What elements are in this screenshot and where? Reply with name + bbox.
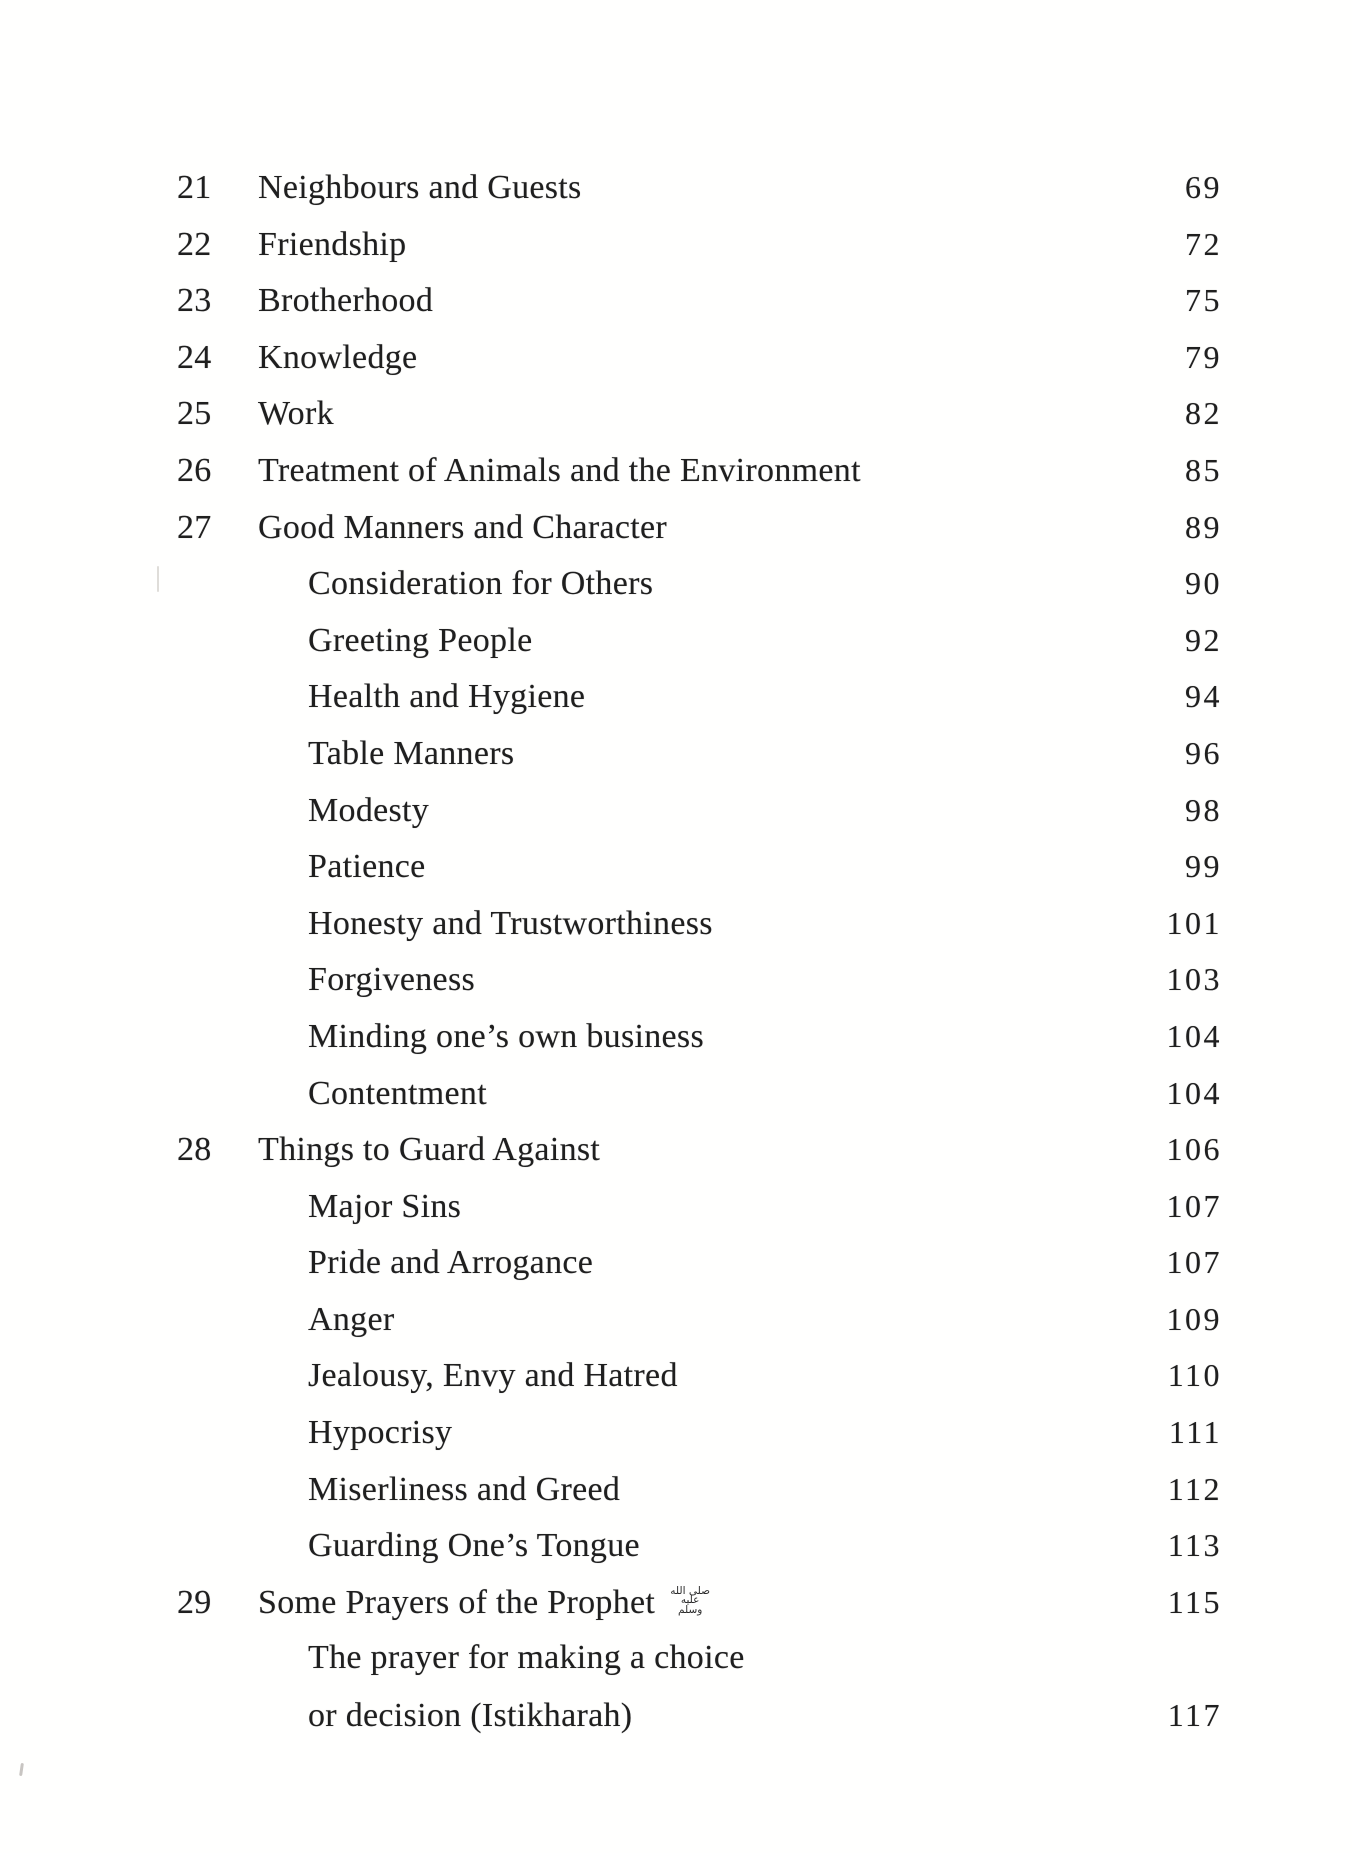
- entry-title: Major Sins: [308, 1187, 462, 1225]
- toc-row: [177, 1404, 1222, 1461]
- scan-artifact-line: [157, 566, 159, 592]
- entry-title: Work: [258, 395, 334, 433]
- toc-row: [177, 1008, 1222, 1065]
- entry-title: Patience: [308, 848, 426, 886]
- chapter-number: 24: [177, 338, 212, 376]
- page-number: 110: [1167, 1357, 1222, 1394]
- toc-row: [177, 1234, 1222, 1291]
- page-number: 82: [1185, 395, 1222, 432]
- page-number: 112: [1167, 1470, 1222, 1507]
- toc-row: [177, 951, 1222, 1008]
- chapter-number: 27: [177, 508, 212, 546]
- page-number: 99: [1185, 848, 1222, 885]
- chapter-number: 25: [177, 395, 212, 433]
- page-number: 94: [1185, 678, 1222, 715]
- toc-row: [177, 1461, 1222, 1518]
- toc-row: [177, 1178, 1222, 1235]
- page-number: 103: [1166, 961, 1222, 998]
- toc-row: [177, 1574, 1222, 1631]
- page-number: 117: [1167, 1697, 1222, 1734]
- entry-title: Neighbours and Guests: [258, 169, 582, 206]
- page-number: 101: [1166, 904, 1222, 941]
- chapter-number: 26: [177, 451, 212, 489]
- toc-list: [177, 159, 1222, 1744]
- page-number: 96: [1185, 734, 1222, 771]
- page-number: 85: [1185, 451, 1222, 488]
- entry-title: Friendship: [258, 225, 407, 263]
- page-number: 92: [1185, 621, 1222, 658]
- page-number: 90: [1185, 565, 1222, 602]
- chapter-number: 23: [177, 282, 212, 320]
- page-number: 115: [1167, 1583, 1222, 1620]
- entry-title: Some Prayers of the Prophet صلى الله عليه وسلم: [258, 1583, 710, 1621]
- entry-title: Miserliness and Greed: [308, 1470, 621, 1508]
- entry-title: Knowledge: [258, 338, 418, 376]
- page-number: 72: [1185, 225, 1222, 262]
- entry-title: The prayer for making a choice: [308, 1639, 745, 1677]
- toc-row: [177, 782, 1222, 839]
- entry-title: Greeting People: [308, 621, 533, 659]
- entry-title: Honesty and Trustworthiness: [308, 904, 713, 942]
- toc-row: [177, 725, 1222, 782]
- entry-title: Treatment of Animals and the Environment: [258, 451, 861, 489]
- entry-title: Things to Guard Against: [258, 1131, 601, 1169]
- toc-row: [177, 272, 1222, 329]
- page-number: 79: [1185, 338, 1222, 375]
- page-number: 89: [1185, 508, 1222, 545]
- page-number: 113: [1167, 1527, 1222, 1564]
- entry-title: Guarding One’s Tongue: [308, 1527, 640, 1565]
- toc-row: [177, 838, 1222, 895]
- entry-title: Hypocrisy: [308, 1414, 453, 1452]
- entry-title: or decision (Istikharah): [308, 1697, 633, 1735]
- toc-row: [177, 668, 1222, 725]
- page-number: 109: [1166, 1300, 1222, 1337]
- page-number: 69: [1185, 169, 1222, 205]
- toc-row: [177, 385, 1222, 442]
- toc-row: [177, 329, 1222, 386]
- page-number: 104: [1166, 1074, 1222, 1111]
- entry-title: Health and Hygiene: [308, 678, 586, 716]
- toc-row: [177, 1687, 1222, 1744]
- chapter-number: 22: [177, 225, 212, 263]
- page-number: 75: [1185, 282, 1222, 319]
- entry-title: Modesty: [308, 791, 430, 829]
- toc-row: [177, 1347, 1222, 1404]
- toc-row: [177, 555, 1222, 612]
- toc-row: [177, 612, 1222, 669]
- entry-title: Pride and Arrogance: [308, 1244, 594, 1282]
- entry-title: Brotherhood: [258, 282, 434, 320]
- page-number: 106: [1166, 1131, 1222, 1168]
- entry-title: Consideration for Others: [308, 565, 654, 603]
- toc-row: [177, 499, 1222, 556]
- page-number: 107: [1166, 1187, 1222, 1224]
- entry-title: Table Manners: [308, 734, 515, 772]
- chapter-number: 28: [177, 1131, 212, 1169]
- toc-row: [177, 216, 1222, 273]
- scan-artifact-mark: [19, 1763, 24, 1776]
- toc-row: [177, 1121, 1222, 1178]
- toc-row: [177, 1517, 1222, 1574]
- prophet-honorific-icon: صلى الله عليه وسلم: [670, 1584, 710, 1616]
- toc-row: [177, 442, 1222, 499]
- toc-row: [177, 1630, 1222, 1687]
- page-number: 98: [1185, 791, 1222, 828]
- chapter-number: 21: [177, 169, 212, 206]
- page-number: 107: [1166, 1244, 1222, 1281]
- entry-title: Minding one’s own business: [308, 1017, 704, 1055]
- entry-title: Good Manners and Character: [258, 508, 668, 546]
- toc-row: [177, 1291, 1222, 1348]
- page-number: 104: [1166, 1017, 1222, 1054]
- toc-row: [177, 159, 1222, 216]
- toc-row: [177, 895, 1222, 952]
- chapter-number: 29: [177, 1583, 212, 1621]
- toc-row: [177, 1065, 1222, 1122]
- entry-title: Forgiveness: [308, 961, 476, 999]
- entry-title: Contentment: [308, 1074, 487, 1112]
- entry-title: Jealousy, Envy and Hatred: [308, 1357, 678, 1395]
- page-number: 111: [1168, 1414, 1222, 1451]
- entry-title: Anger: [308, 1300, 395, 1338]
